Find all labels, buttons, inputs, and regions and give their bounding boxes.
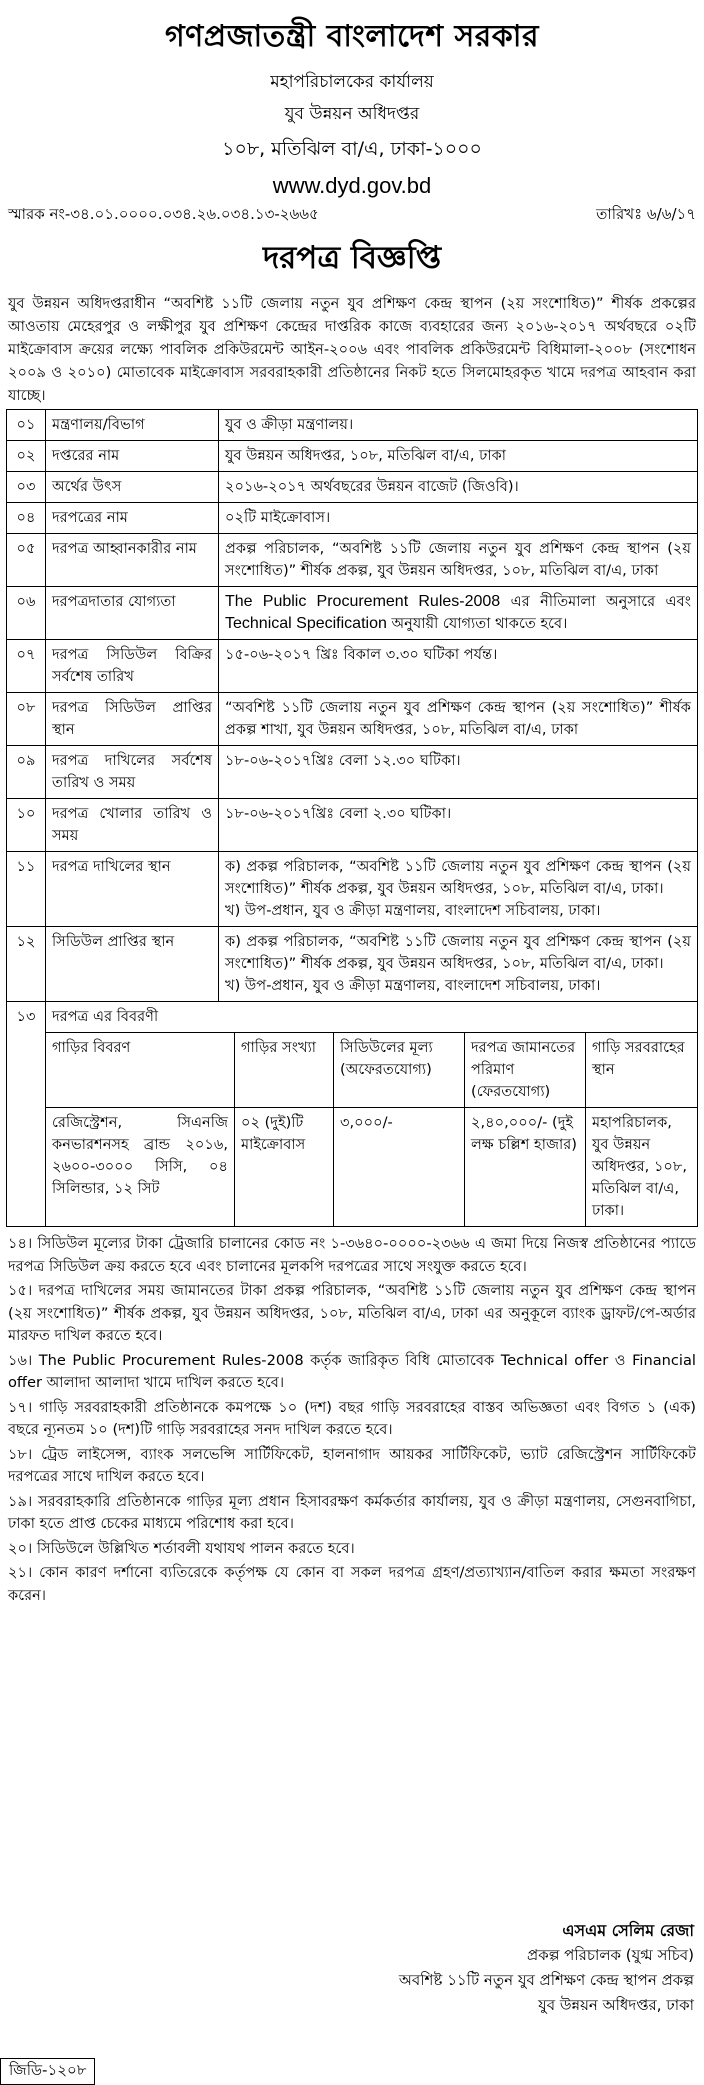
term-item: ১৬। The Public Procurement Rules-2008 কর্তৃক জারিকৃত বিধি মোতাবেক Technical offer ও Financial offer আলাদা আলাদা খামে দাখিল করতে হবে। xyxy=(8,1351,696,1391)
table-row xyxy=(7,587,698,640)
row-number: ০৯ xyxy=(7,746,46,799)
table-row xyxy=(7,927,698,1002)
row-number: ০৫ xyxy=(7,534,46,587)
row-number: ০১ xyxy=(7,410,46,441)
row-label: দপ্তরের নাম xyxy=(46,441,219,472)
notice-title: দরপত্র বিজ্ঞপ্তি xyxy=(262,240,442,276)
row-label: দরপত্র দাখিলের স্থান xyxy=(46,852,219,927)
signatory-project: অবশিষ্ট ১১টি নতুন যুব প্রশিক্ষণ কেন্দ্র স্থাপন প্রকল্প xyxy=(398,1971,694,1989)
tender-info-table xyxy=(6,409,698,1227)
vehicle-table-row xyxy=(46,1108,697,1227)
intro-paragraph: যুব উন্নয়ন অধিদপ্তরাধীন “অবশিষ্ট ১১টি জেলায় নতুন যুব প্রশিক্ষণ কেন্দ্র স্থাপন (২য় সংশোধিত)” শীর্ষক প্রকল্পের আওতায় মেহেরপুর ও লক্ষীপুর যুব প্রশিক্ষণ কেন্দ্রের দাপ্তরিক কাজে ব্যবহারের জন্য ২০১৬-২০১৭ অর্থবছরে ০২টি মাইক্রোবাস ক্রয়ের লক্ষ্যে পাবলিক প্রকিউরমেন্ট আইন-২০০৬ এবং পাবলিক প্রকিউরমেন্ট বিধিমালা-২০০৮ (সংশোধন ২০০৯ ও ২০১০) মোতাবেক মাইক্রোবাস সরবরাহকারী প্রতিষ্ঠানের নিকট হতে সিলমোহরকৃত খামে দরপত্র আহবান করা যাচ্ছে। xyxy=(8,295,696,404)
row-label: দরপত্রের নাম xyxy=(46,503,219,534)
row-label: দরপত্র সিডিউল প্রাপ্তির স্থান xyxy=(46,693,219,746)
row-label: সিডিউল প্রাপ্তির স্থান xyxy=(46,927,219,1002)
signatory-org: যুব উন্নয়ন অধিদপ্তর, ঢাকা xyxy=(538,1996,694,2014)
row-value: প্রকল্প পরিচালক, “অবশিষ্ট ১১টি জেলায় নতুন যুব প্রশিক্ষণ কেন্দ্র স্থাপন (২য় সংশোধিত)” শীর্ষক প্রকল্প, যুব উন্নয়ন অধিদপ্তর, ১০৮, মতিঝিল বা/এ, ঢাকা xyxy=(219,534,698,587)
vehicle-details-table xyxy=(46,1033,697,1226)
cell-vehicle-description: রেজিস্ট্রেশন, সিএনজি কনভারশনসহ ব্রান্ড ২০১৬, ২৬০০-৩০০০ সিসি, ০৪ সিলিন্ডার, ১২ সিট xyxy=(46,1108,235,1227)
row-number: ০৭ xyxy=(7,640,46,693)
row-value: যুব উন্নয়ন অধিদপ্তর, ১০৮, মতিঝিল বা/এ, ঢাকা xyxy=(219,441,698,472)
row-value: ১৫-০৬-২০১৭ খ্রিঃ বিকাল ৩.৩০ ঘটিকা পর্যন্ত। xyxy=(219,640,698,693)
government-title: গণপ্রজাতন্ত্রী বাংলাদেশ সরকার xyxy=(165,19,539,54)
table-row xyxy=(7,693,698,746)
signatory-role: প্রকল্প পরিচালক (যুগ্ম সচিব) xyxy=(527,1946,694,1964)
cell-vehicle-count: ০২ (দুই)টি মাইক্রোবাস xyxy=(235,1108,334,1227)
term-item: ২০। সিডিউলে উল্লিখিত শর্তাবলী যথাযথ পালন করতে হবে। xyxy=(8,1539,355,1557)
row-label: দরপত্র আহ্বানকারীর নাম xyxy=(46,534,219,587)
row-number: ১৩ xyxy=(7,1002,46,1227)
row-label: মন্ত্রণালয়/বিভাগ xyxy=(46,410,219,441)
row-value: The Public Procurement Rules-2008 এর নীতিমালা অনুসারে এবং Technical Specification অনুযায়ী যোগ্যতা থাকতে হবে। xyxy=(219,587,698,640)
table-row xyxy=(7,852,698,927)
row-value: ক) প্রকল্প পরিচালক, “অবশিষ্ট ১১টি জেলায় নতুন যুব প্রশিক্ষণ কেন্দ্র স্থাপন (২য় সংশোধিত)” শীর্ষক প্রকল্প, যুব উন্নয়ন অধিদপ্তর, ১০৮, মতিঝিল বা/এ, ঢাকা। খ) উপ-প্রধান, যুব ও ক্রীড়া মন্ত্রণালয়, বাংলাদেশ সচিবালয়, ঢাকা। xyxy=(219,927,698,1002)
table-row xyxy=(7,441,698,472)
office-address: ১০৮, মতিঝিল বা/এ, ঢাকা-১০০০ xyxy=(222,138,482,160)
row-number: ০৩ xyxy=(7,472,46,503)
row-number: ০২ xyxy=(7,441,46,472)
details-nested-row xyxy=(7,1033,698,1227)
row-number: ১২ xyxy=(7,927,46,1002)
cell-delivery-place: মহাপরিচালক, যুব উন্নয়ন অধিদপ্তর, ১০৮, মতিঝিল বা/এ, ঢাকা। xyxy=(586,1108,698,1227)
row-number: ০৬ xyxy=(7,587,46,640)
department-name: যুব উন্নয়ন অধিদপ্তর xyxy=(284,104,420,124)
table-row xyxy=(7,503,698,534)
cell-schedule-price: ৩,০০০/- xyxy=(334,1108,465,1227)
tender-notice-page xyxy=(6,0,698,2084)
header-schedule-price: সিডিউলের মূল্য (অফেরতযোগ্য) xyxy=(334,1033,465,1108)
term-item: ১৯। সরবরাহকারি প্রতিষ্ঠানকে গাড়ির মূল্য প্রধান হিসাবরক্ষণ কর্মকর্তার কার্যালয়, যুব ও ক্রীড়া মন্ত্রণালয়, সেগুনবাগিচা, ঢাকা হতে প্রাপ্ত চেকের মাধ্যমে পরিশোধ করা হবে। xyxy=(8,1492,696,1532)
row-value: ১৮-০৬-২০১৭খ্রিঃ বেলা ১২.৩০ ঘটিকা। xyxy=(219,746,698,799)
row-value: যুব ও ক্রীড়া মন্ত্রণালয়। xyxy=(219,410,698,441)
row-label: অর্থের উৎস xyxy=(46,472,219,503)
row-value: ০২টি মাইক্রোবাস। xyxy=(219,503,698,534)
memo-number: স্মারক নং-৩৪.০১.০০০০.০৩৪.২৬.০৩৪.১৩-২৬৬৫ xyxy=(8,205,319,223)
term-item: ২১। কোন কারণ দর্শানো ব্যতিরেকে কর্তৃপক্ষ যে কোন বা সকল দরপত্র গ্রহণ/প্রত্যাখ্যান/বাতিল করার ক্ষমতা সংরক্ষণ করেন। xyxy=(8,1564,696,1604)
table-row xyxy=(7,410,698,441)
term-item: ১৪। সিডিউল মূল্যের টাকা ট্রেজারি চালানের কোড নং ১-৩৬৪০-০০০০-২৩৬৬ এ জমা দিয়ে নিজস্ব প্রতিষ্ঠানের প্যাডে দরপত্র সিডিউল ক্রয় করতে হবে এবং চালানের মূলকপি দরপত্রের সাথে সংযুক্ত করতে হবে। xyxy=(8,1235,696,1275)
term-item: ১৮। ট্রেড লাইসেন্স, ব্যাংক সলভেন্সি সার্টিফিকেট, হালনাগাদ আয়কর সার্টিফিকেট, ভ্যাট রেজিস্ট্রেশন সার্টিফিকেট দরপত্রের সাথে দাখিল করতে হবে। xyxy=(8,1445,696,1485)
row-value: ২০১৬-২০১৭ অর্থবছরের উন্নয়ন বাজেট (জিওবি)। xyxy=(219,472,698,503)
signature-block xyxy=(134,1918,694,2018)
table-row xyxy=(7,534,698,587)
header-delivery-place: গাড়ি সরবরাহের স্থান xyxy=(586,1033,698,1108)
row-label: দরপত্র সিডিউল বিক্রির সর্বশেষ তারিখ xyxy=(46,640,219,693)
row-number: ১০ xyxy=(7,799,46,852)
row-number: ০৪ xyxy=(7,503,46,534)
website-link[interactable]: www.dyd.gov.bd xyxy=(272,173,432,198)
row-label: দরপত্রদাতার যোগ্যতা xyxy=(46,587,219,640)
terms-list xyxy=(6,1233,698,1607)
memo-line xyxy=(6,203,698,228)
header-vehicle-count: গাড়ির সংখ্যা xyxy=(235,1033,334,1108)
row-value: “অবশিষ্ট ১১টি জেলায় নতুন যুব প্রশিক্ষণ কেন্দ্র স্থাপন (২য় সংশোধিত)” শীর্ষক প্রকল্প শাখা, যুব উন্নয়ন অধিদপ্তর, ১০৮, মতিঝিল বা/এ, ঢাকা xyxy=(219,693,698,746)
row-number: ০৮ xyxy=(7,693,46,746)
term-item: ১৭। গাড়ি সরবরাহকারী প্রতিষ্ঠানকে কমপক্ষে ১০ (দশ) বছর গাড়ি সরবরাহের বাস্তব অভিজ্ঞতা এবং বিগত ১ (এক) বছরে ন্যূনতম ১০ (দশ)টি গাড়ি সরবরাহের সনদ দাখিল করতে হবে। xyxy=(8,1398,696,1438)
vehicle-table-header xyxy=(46,1033,697,1108)
gd-number: জিডি-১২০৮ xyxy=(0,2058,95,2085)
table-row xyxy=(7,472,698,503)
table-row xyxy=(7,746,698,799)
row-label: দরপত্র খোলার তারিখ ও সময় xyxy=(46,799,219,852)
row-value: ক) প্রকল্প পরিচালক, “অবশিষ্ট ১১টি জেলায় নতুন যুব প্রশিক্ষণ কেন্দ্র স্থাপন (২য় সংশোধিত)” শীর্ষক প্রকল্প, যুব উন্নয়ন অধিদপ্তর, ১০৮, মতিঝিল বা/এ, ঢাকা। খ) উপ-প্রধান, যুব ও ক্রীড়া মন্ত্রণালয়, বাংলাদেশ সচিবালয়, ঢাকা। xyxy=(219,852,698,927)
signatory-name: এসএম সেলিম রেজা xyxy=(562,1921,694,1940)
details-label: দরপত্র এর বিবরণী xyxy=(46,1002,698,1033)
office-name: মহাপরিচালকের কার্যালয় xyxy=(270,72,434,92)
cell-security-amount: ২,৪০,০০০/- (দুই লক্ষ চল্লিশ হাজার) xyxy=(465,1108,586,1227)
row-number: ১১ xyxy=(7,852,46,927)
header-vehicle-description: গাড়ির বিবরণ xyxy=(46,1033,235,1108)
row-label: দরপত্র দাখিলের সর্বশেষ তারিখ ও সময় xyxy=(46,746,219,799)
header-security-amount: দরপত্র জামানতের পরিমাণ (ফেরতযোগ্য) xyxy=(465,1033,586,1108)
table-row xyxy=(7,640,698,693)
notice-date: তারিখঃ ৬/৬/১৭ xyxy=(596,205,696,223)
table-row xyxy=(7,799,698,852)
row-value: ১৮-০৬-২০১৭খ্রিঃ বেলা ২.৩০ ঘটিকা। xyxy=(219,799,698,852)
term-item: ১৫। দরপত্র দাখিলের সময় জামানতের টাকা প্রকল্প পরিচালক, “অবশিষ্ট ১১টি জেলায় নতুন যুব প্রশিক্ষণ কেন্দ্র স্থাপন (২য় সংশোধিত)” শীর্ষক প্রকল্প, যুব উন্নয়ন অধিদপ্তর, ১০৮, মতিঝিল বা/এ, ঢাকা এর অনুকূলে ব্যাংক ড্রাফট/পে-অর্ডার মারফত দাখিল করতে হবে। xyxy=(8,1282,696,1344)
table-row-details xyxy=(7,1002,698,1033)
